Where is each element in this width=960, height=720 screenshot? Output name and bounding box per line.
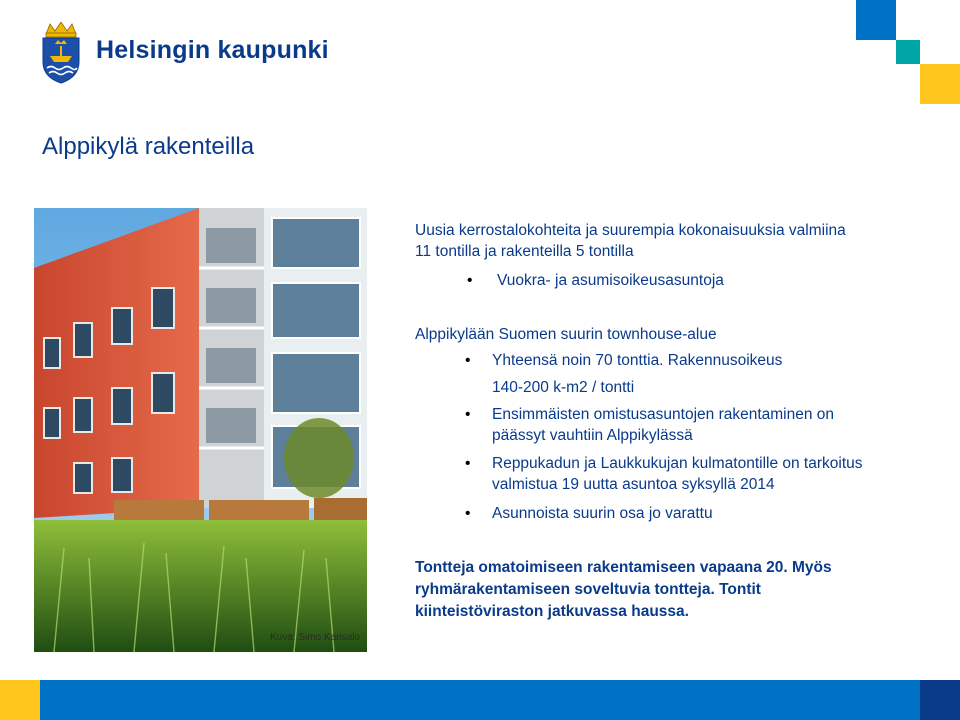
intro-line-2: 11 tontilla ja rakenteilla 5 tontilla	[415, 243, 634, 260]
summary-line-2: ryhmärakentamiseen soveltuvia tontteja. Tontit	[415, 581, 761, 598]
footer-square-dark	[920, 680, 960, 720]
bullet-plots-line-1: • Yhteensä noin 70 tonttia. Rakennusoikeus	[415, 350, 782, 371]
corner-square-blue	[856, 0, 896, 40]
footer-band-blue	[40, 680, 920, 720]
corner-square-yellow	[920, 64, 960, 104]
summary-line-1: Tontteja omatoimiseen rakentamiseen vapaana 20. Myös	[415, 559, 832, 576]
bullet-first-homes-line-2: päässyt vauhtiin Alppikylässä	[492, 427, 693, 444]
slide-title: Alppikylä rakenteilla	[42, 133, 255, 160]
photo-credit: Kuva: Simo Karisalo	[270, 632, 361, 643]
bullet-plots-line-2: 140-200 k-m2 / tontti	[492, 379, 635, 396]
townhouse-heading: Alppikylään Suomen suurin townhouse-alue	[415, 326, 717, 343]
bullet-first-homes-line-1: • Ensimmäisten omistusasuntojen rakentaminen on	[415, 404, 834, 425]
bullet-corner-plot-line-2: valmistua 19 uutta asuntoa syksyllä 2014	[492, 476, 775, 493]
building-photo	[34, 208, 367, 652]
bullet-reserved: • Asunnoista suurin osa jo varattu	[415, 503, 713, 524]
footer-bar	[0, 680, 960, 720]
summary-line-3: kiinteistöviraston jatkuvassa haussa.	[415, 603, 689, 620]
bullet-rental: • Vuokra- ja asumisoikeusasuntoja	[415, 270, 724, 291]
logo-text: Helsingin kaupunki	[96, 36, 329, 64]
footer-square-yellow	[0, 680, 40, 720]
helsinki-logo	[40, 22, 329, 86]
corner-square-teal	[896, 40, 920, 64]
bullet-corner-plot-line-1: • Reppukadun ja Laukkukujan kulmatontille on tarkoitus	[415, 453, 863, 474]
helsinki-crest-icon	[40, 22, 82, 84]
intro-line-1: Uusia kerrostalokohteita ja suurempia kokonaisuuksia valmiina	[415, 222, 846, 239]
